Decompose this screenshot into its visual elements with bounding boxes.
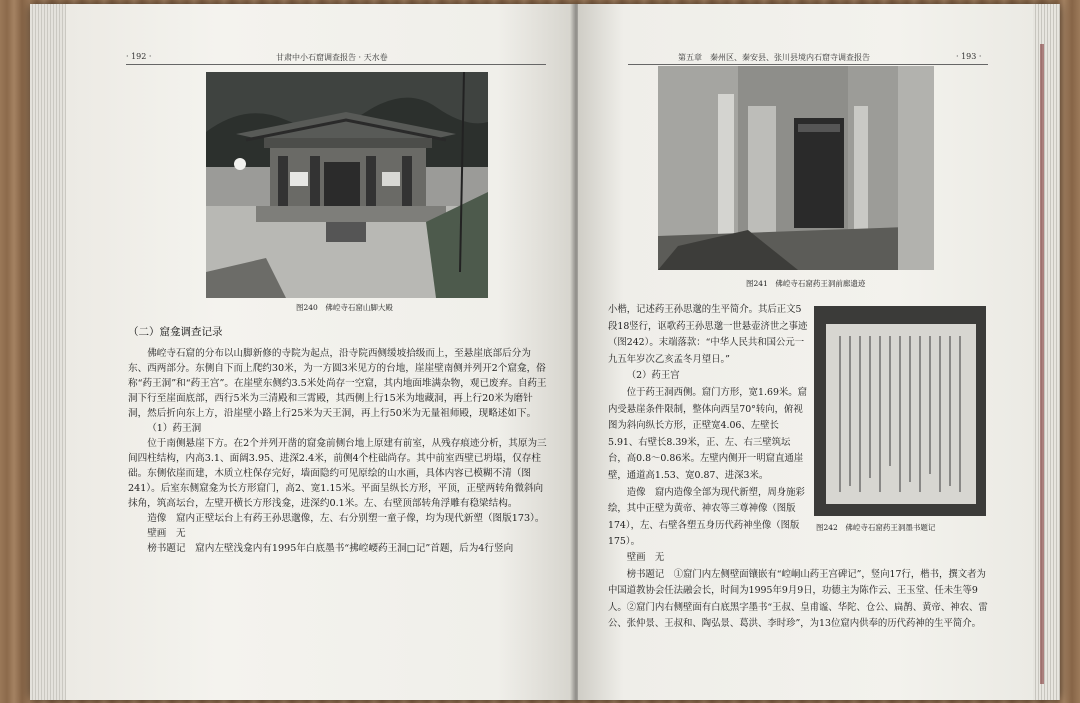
- red-page-edge-marker: [1040, 44, 1044, 684]
- left-header-rule: [126, 64, 546, 65]
- right-column-text: [608, 302, 808, 551]
- figure-242-caption: 图242 佛崆寺石窟药王洞墨书题记: [816, 523, 936, 532]
- right-bottom-text: [608, 550, 988, 633]
- paragraph: 壁画 无: [147, 528, 186, 539]
- left-body-text: [128, 346, 548, 556]
- paragraph: 壁画 无: [626, 552, 665, 563]
- open-book: [30, 4, 1060, 700]
- figure-240-caption: 图240 佛崆寺石窟山脚大殿: [296, 303, 393, 312]
- section-title: （二）窟龛调查记录: [128, 326, 223, 338]
- subheading-yaowang-cave: （1）药王洞: [147, 423, 202, 434]
- paragraph: 位于南侧悬崖下方。在2个并列开凿的窟龛前侧台地上原建有前室，从残存痕迹分析，其原为三间四柱结构，内高3.1、面阔3.95、进深2.4米，前侧4个柱础尚存。其中前室西壁已坍塌，仅存柱础。东侧依崖而建，木质立柱保存完好，墙面隐约可见原绘的山水画，具体内容已模糊不清（图241）。后室东侧窟龛为长方形窟门，高2、宽1.15米。平面呈纵长方形，平顶，正壁两转角微斜向抹角，筑高坛台，左壁开横长方形浅龛，进深约0.1米。左、右壁顶部转角浮雕有稳梁结构。: [128, 438, 547, 509]
- paragraph: 位于药王洞西侧。窟门方形，宽1.69米。窟内受悬崖条件限制，整体向西呈70°转向，俯视图为斜向纵长方形，正壁宽4.06、左壁长5.91、右壁长8.39米，正、左、右三壁筑坛台，高0.8～0.86米。左壁内侧开一明窟直通崖壁，通道高1.53、宽0.87、进深3米。: [608, 386, 808, 481]
- subheading-yaowang-palace: （2）药王宫: [626, 370, 680, 382]
- figure-241-caption: 图241 佛崆寺石窟药王洞前廊遗迹: [746, 279, 866, 288]
- ink-inscription-photo: [814, 306, 986, 516]
- paragraph: 佛崆寺石窟的分布以山脚新修的寺院为起点，沿寺院西侧缓坡拾级而上，至悬崖底部后分为东、西两部分。东侧自下而上爬约30米，为一方圆3米见方的台地，崖崖壁南侧并列开2个窟龛，俗称“药王洞”和“药王宫”。在崖壁东侧约3.5米处尚存一空窟，其内地面堆满杂物，观已废弃。自药王洞下行至崖面底部，西行5米为三清殿和三霄殿，其西侧上行15米为地藏洞，再上行20米为磨针洞，然后折向东上方，沿崖壁小路上行25米为天王洞，再上行50米为无量祖师殿，现略述如下。: [128, 348, 547, 419]
- paragraph: 榜书题记 ①窟门内左侧壁面镶嵌有“崆峒山药王宫碑记”，竖向17行，楷书，撰文者为中国道教协会任法融会长，时间为1995年9月9日，功德主为陈作云、王玉堂、任未生等9人。②窟门内右侧壁面有白底黑字墨书“王叔、皇甫谧、华陀、仓公、扁鹊、黄帝、神农、雷公、张仲景、王叔和、陶弘景、葛洪、李时珍”，为13位窟内供奉的历代药神的生平简介。: [608, 568, 988, 630]
- page-stack-right-edge: [1033, 4, 1060, 700]
- temple-hall-photo: [206, 72, 488, 298]
- left-running-head: 甘肃中小石窟调查报告 · 天水卷: [276, 53, 388, 62]
- paragraph: 小楷，记述药王孙思邈的生平简介。其后正文5段18竖行，讴歌药王孙思邈一世悬壶济世之事迹（图242）。末端落款：“中华人民共和国公元一九五年岁次乙亥孟冬月望日。”: [608, 304, 808, 365]
- right-running-head: 第五章 秦州区、秦安县、张川县境内石窟寺调查报告: [678, 53, 870, 62]
- cave-corridor-photo: [658, 66, 934, 270]
- paragraph: 榜书题记 窟内左壁浅龛内有1995年白底墨书“拂崆崾药王洞□记”首题，后为4行竖向: [147, 543, 514, 554]
- left-page-number: · 192 ·: [126, 52, 152, 61]
- right-header-rule: [628, 64, 988, 65]
- right-page: [578, 4, 1033, 700]
- left-page: [66, 4, 574, 700]
- paragraph: 造像 窟内造像全部为现代新塑，周身施彩绘，其中正壁为黄帝、神农等三尊神像（图版174），左、右壁各塑五身历代药神坐像（图版175）。: [608, 486, 805, 548]
- right-page-number: · 193 ·: [956, 52, 982, 61]
- paragraph: 造像 窟内正壁坛台上有药王孙思邈像，左、右分别塑一童子像，均为现代新塑（图版173）。: [147, 513, 545, 524]
- page-stack-left-edge: [30, 4, 66, 700]
